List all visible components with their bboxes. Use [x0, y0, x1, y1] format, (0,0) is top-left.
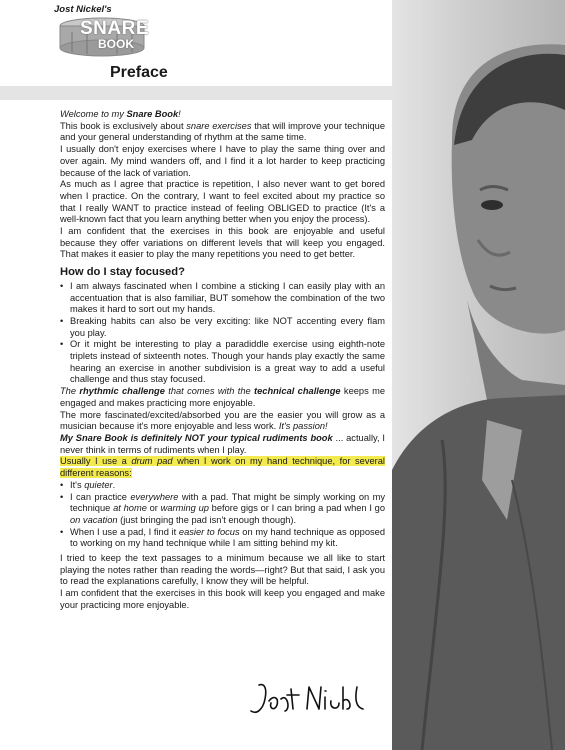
logo-snare-word: SNARE — [80, 18, 150, 39]
r2-b: everywhere — [130, 491, 179, 502]
r2-c: with a pad. That might be simply working on my technique — [70, 491, 386, 514]
r2-h: on vacation — [70, 514, 118, 525]
passion-paragraph — [60, 410, 385, 433]
header-band — [0, 86, 392, 100]
pad-reasons-list — [60, 480, 385, 550]
page-title: Preface — [110, 64, 168, 81]
r3-a: When I use a pad, I find it — [70, 526, 179, 537]
pad-reason-1 — [60, 480, 385, 492]
r2-i: (just bringing the pad isn't enough though). — [117, 514, 297, 525]
r3-c: on my hand technique as opposed to working on my hand technique while I am sitting behind my kit. — [70, 526, 385, 549]
r1-b: quieter — [84, 479, 113, 490]
challenge-paragraph — [60, 386, 385, 409]
intro-paragraph-3: As much as I agree that practice is repetition, I also never want to get bored when I practice. On the contrary, I want to feel excited about my practice so that I really WANT to practice instead of feeling OBLIGED to practice (It's a well-known fact that you learn anything better when you enjoy the process). — [60, 179, 385, 225]
author-photo — [392, 0, 565, 750]
intro-paragraph-2: I usually don't enjoy exercises where I have to play the same thing over and over again. My mind wanders off, and I find it a lot harder to keep practicing because of the lack of variation. — [60, 144, 385, 178]
welcome-title: Snare Book — [126, 109, 179, 119]
intro-paragraph-4: I am confident that the exercises in this book are enjoyable and useful because they offer variations on different levels that will keep you engaged. That makes it easier to play the many repetitions you need to get better. — [60, 226, 385, 260]
r2-g: before gigs or I can bring a pad when I go — [208, 503, 386, 514]
p1-emphasis: snare exercises — [186, 120, 252, 131]
r2-a: I can practice — [70, 491, 131, 502]
logo-book-word: BOOK — [98, 37, 134, 51]
rc-c: that comes with the — [164, 386, 255, 397]
nt-b: ... actually, I never think in terms of rudiments when I play. — [60, 432, 385, 455]
more-b: It's passion! — [278, 421, 328, 432]
pad-a: Usually I use a — [60, 456, 132, 467]
rc-a: The — [60, 386, 80, 397]
pad-c: when I work on my hand technique, for several different reasons: — [60, 456, 385, 479]
rc-b: rhythmic challenge — [79, 386, 165, 397]
focus-bullet-1: • I am always fascinated when I combine a sticking I can easily play with an accentuation that is also familiar, BUT somehow the combination of the two makes it hard to sort out my hands. — [60, 281, 385, 316]
nt-a: My Snare Book is definitely NOT your typical rudiments book — [60, 432, 333, 443]
r2-d: at home — [113, 503, 147, 514]
focus-bullet-2: • Breaking habits can also be very exciting: like NOT accenting every flam you play. — [60, 316, 385, 339]
author-signature — [247, 679, 367, 719]
r2-f: warming up — [160, 503, 209, 514]
rc-d: technical challenge — [254, 386, 341, 397]
r1-c: . — [112, 479, 116, 490]
welcome-line — [60, 109, 385, 121]
section-heading: How do I stay focused? — [60, 266, 185, 279]
r2-e: or — [146, 503, 161, 514]
pad-reason-3 — [60, 527, 385, 550]
drum-pad-highlight — [60, 456, 385, 479]
pad-reason-2 — [60, 492, 385, 527]
welcome-end: ! — [178, 109, 181, 119]
p1-text-a: This book is exclusively about — [60, 120, 187, 131]
snare-book-logo — [52, 4, 162, 66]
rc-e: keeps me engaged and makes practicing more enjoyable. — [60, 386, 385, 408]
closing-paragraph-2: I am confident that the exercises in this book will keep you engaged and make your practicing more enjoyable. — [60, 588, 385, 610]
focus-bullet-list — [60, 281, 385, 386]
portrait-illustration — [392, 0, 565, 750]
r3-b: easier to focus — [178, 526, 240, 537]
welcome-text: Welcome to my — [60, 109, 127, 119]
not-typical-paragraph — [60, 433, 385, 456]
focus-bullet-3: • Or it might be interesting to play a paradiddle exercise using eighth-note triplets instead of sixteenth notes. Though your hands play exactly the same hearing an exercise in another subdivision is a great way to add a useful challenge and thus stay focused. — [60, 339, 385, 386]
r1-a: It's — [70, 479, 85, 490]
closing-paragraph-1: I tried to keep the text passages to a minimum because we all like to start playing the notes rather than reading the words—right? But that said, I ask you to read the explanations carefully, I know they will be helpful. — [60, 553, 385, 587]
more-a: The more fascinated/excited/absorbed you are the easier you will grow as a musician because it's more enjoyable and less work. — [60, 409, 385, 432]
preface-body — [60, 109, 385, 612]
intro-paragraph-1 — [60, 121, 385, 144]
logo-author-name: Jost Nickel's — [54, 4, 112, 15]
p1-text-c: that will improve your technique and your general understanding of rhythm at the same time. — [60, 120, 385, 143]
pad-b: drum pad — [131, 456, 173, 467]
